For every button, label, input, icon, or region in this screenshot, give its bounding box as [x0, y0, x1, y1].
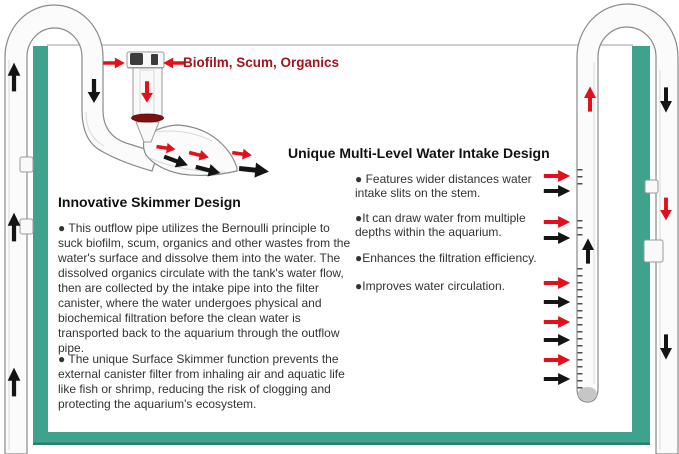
intake-bullet-4: ●Improves water circulation. — [355, 279, 505, 293]
right-arrow-icon — [544, 216, 570, 228]
right-arrow-icon — [544, 232, 570, 244]
intake-section-heading: Unique Multi-Level Water Intake Design — [288, 145, 550, 161]
intake-hose-connector — [644, 240, 663, 262]
skimmer-section-heading: Innovative Skimmer Design — [58, 194, 241, 210]
intake-bullet-3: ●Enhances the filtration efficiency. — [355, 251, 537, 265]
skimmer-float-right — [151, 54, 158, 65]
outflow-pipe-connector — [20, 157, 33, 172]
intake-bullet-2: ●It can draw water from multiple depths within the aquarium. — [355, 211, 526, 239]
skimmer-o-ring — [132, 114, 164, 122]
right-arrow-icon — [544, 334, 570, 346]
right-arrow-icon — [238, 161, 269, 179]
outflow-horn — [144, 125, 238, 175]
skimmer-bullet-2: ● The unique Surface Skimmer function prevents the external canister filter from inhaling air and aquatic life like fish or shrimp, reducing the risk of clogging and protecting the aquarium's ecosystem. — [58, 352, 345, 411]
intake-bullet-1: ● Features wider distances water intake slits on the stem. — [355, 172, 532, 200]
intake-pipe — [577, 4, 678, 454]
right-arrow-icon — [544, 296, 570, 308]
skimmer-bullet-1: ● This outflow pipe utilizes the Bernoulli principle to suck biofilm, scum, organics and other wastes from the water's surface and dissolve them into the water. The dissolved organics circulate with the tank's water flow, then are collected by the intake pipe into the filter canister, where the water undergoes physical and biochemical filtration before the clean water is transported back to the aquarium through the outflow pipe. — [58, 221, 351, 355]
right-arrow-icon — [544, 354, 570, 366]
right-arrow-icon — [544, 185, 570, 197]
right-arrow-icon — [544, 170, 570, 182]
skimmer-float-left — [130, 53, 143, 65]
right-arrow-icon — [232, 147, 253, 160]
intake-stem-bottom-shade — [578, 387, 597, 401]
right-arrow-icon — [103, 58, 125, 69]
right-arrow-icon — [544, 373, 570, 385]
outflow-horn-body — [144, 125, 238, 175]
surface-waste-label: Biofilm, Scum, Organics — [183, 55, 340, 70]
intake-pipe-clip — [645, 180, 658, 193]
intake-pipe-body — [577, 4, 678, 454]
right-arrow-icon — [544, 316, 570, 328]
left-arrow-icon — [163, 58, 185, 69]
tank-bottom-edge — [33, 443, 650, 446]
outflow-pipe-connector — [20, 219, 33, 234]
